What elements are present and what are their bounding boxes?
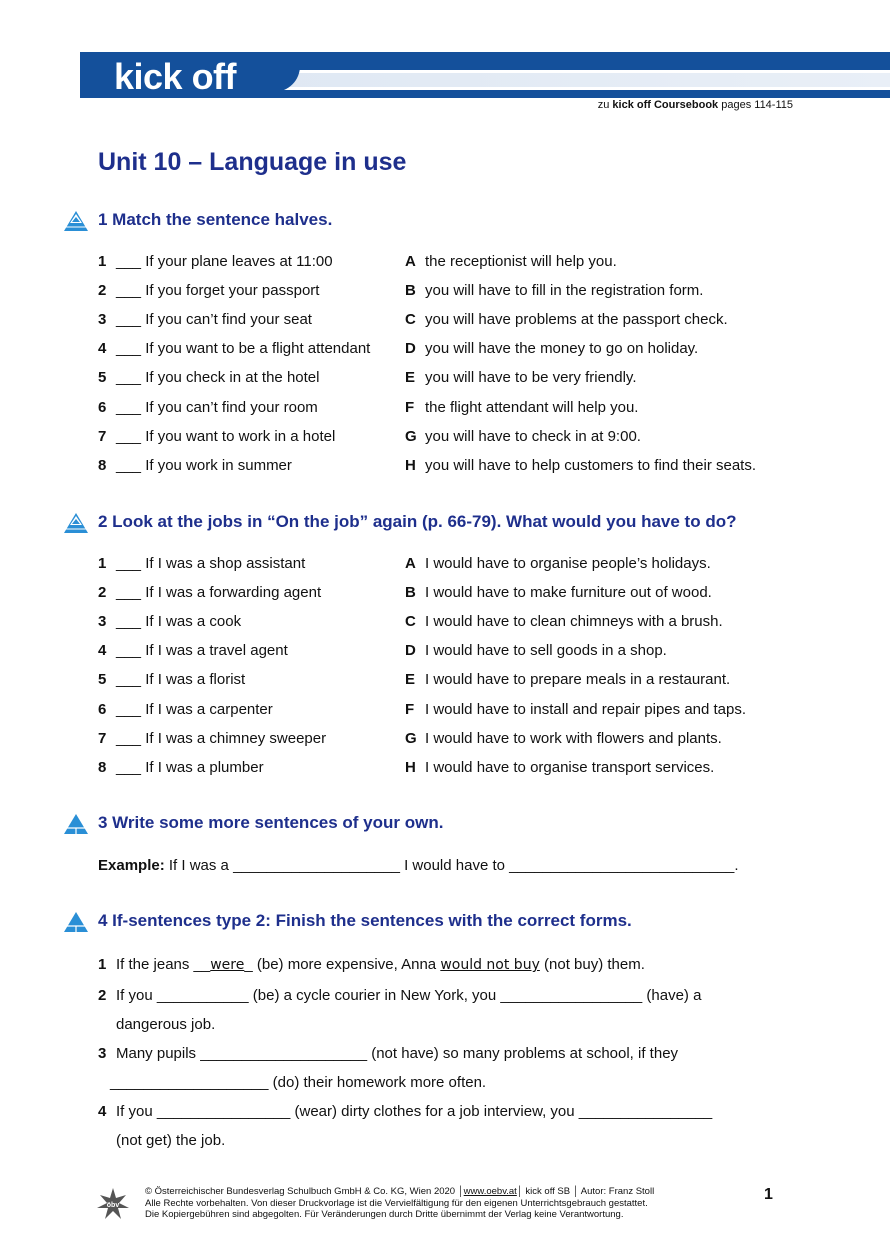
match-left-item xyxy=(98,613,241,630)
ref-prefix: zu xyxy=(597,99,610,111)
item-number: 6 xyxy=(98,398,107,416)
match-left-item xyxy=(98,759,264,776)
item-letter: G xyxy=(405,729,417,747)
match-left-item xyxy=(98,555,305,572)
item-letter: F xyxy=(405,700,415,718)
item-number: 1 xyxy=(98,555,107,572)
match-right-item xyxy=(405,642,667,659)
page-number: 1 xyxy=(764,1186,773,1203)
level-triangle-icon xyxy=(63,210,89,232)
item-number: 8 xyxy=(98,758,107,776)
item-text: you will have problems at the passport check. xyxy=(425,311,728,329)
item-text: the receptionist will help you. xyxy=(425,253,617,270)
footer-copyright-text: © Österreichischer Bundesverlag Schulbuch GmbH & Co. KG, Wien 2020 │ xyxy=(145,1186,464,1197)
banner-stripe xyxy=(255,73,890,87)
footer-line-3: Die Kopiergebühren sind abgegolten. Für Veränderungen durch Dritte übernimmt der Verlag keine Verantwortung. xyxy=(145,1209,624,1220)
item-number: 7 xyxy=(98,729,107,747)
item-text: ___ If I was a plumber xyxy=(116,758,264,776)
sentence-text: If the jeans __ xyxy=(116,956,211,973)
item-letter: C xyxy=(405,613,416,631)
item-text: ___ If I was a cook xyxy=(116,613,242,631)
match-left-item xyxy=(98,369,319,386)
task4-sentence-3-cont: ___________________ (do) their homework more often. xyxy=(110,1074,487,1091)
match-left-item xyxy=(98,701,273,718)
item-text: you will have to check in at 9:00. xyxy=(425,427,641,445)
item-text: I would have to work with flowers and plants. xyxy=(425,729,722,747)
item-number: 6 xyxy=(98,700,107,718)
item-letter: A xyxy=(405,555,416,572)
item-text: I would have to make furniture out of wood. xyxy=(425,584,712,602)
item-letter: B xyxy=(405,282,416,300)
item-number: 3 xyxy=(98,613,107,631)
handwritten-answer: would not buy xyxy=(440,957,540,973)
match-left-item xyxy=(98,253,333,270)
item-text: the flight attendant will help you. xyxy=(425,398,639,416)
match-right-item xyxy=(405,555,711,572)
item-letter: D xyxy=(405,340,416,358)
match-left-item xyxy=(98,399,318,416)
sentence-number: 2 xyxy=(98,987,107,1004)
item-text: I would have to organise people’s holidays. xyxy=(425,555,711,572)
item-number: 3 xyxy=(98,311,107,329)
item-letter: H xyxy=(405,456,416,474)
task4-sentence-4 xyxy=(98,1103,712,1120)
task4-sentence-1 xyxy=(98,956,645,973)
item-text: ___ If I was a chimney sweeper xyxy=(116,729,327,747)
sentence-text: Many pupils ____________________ (not have) so many problems at school, if they xyxy=(116,1045,679,1062)
task3-heading: 3 Write some more sentences of your own. xyxy=(98,813,444,832)
ref-pages: pages 114-115 xyxy=(721,99,793,111)
coursebook-reference xyxy=(598,99,793,111)
match-right-item xyxy=(405,730,722,747)
item-text: ___ If your plane leaves at 11:00 xyxy=(116,253,333,270)
oebv-link[interactable]: www.oebv.at xyxy=(463,1186,517,1197)
item-text: ___ If you check in at the hotel xyxy=(116,369,320,387)
item-text: ___ If you want to work in a hotel xyxy=(116,427,336,445)
footer-author-text: │ kick off SB │ Autor: Franz Stoll xyxy=(516,1186,655,1197)
level-triangle-icon xyxy=(63,813,89,835)
item-text: ___ If you forget your passport xyxy=(116,282,320,300)
sentence-number: 3 xyxy=(98,1045,107,1062)
match-left-item xyxy=(98,730,326,747)
match-right-item xyxy=(405,457,756,474)
item-text: ___ If you can’t find your seat xyxy=(116,311,312,329)
match-right-item xyxy=(405,399,638,416)
match-left-item xyxy=(98,584,321,601)
item-number: 8 xyxy=(98,456,107,474)
kick-off-logo: kick off xyxy=(114,56,237,97)
match-right-item xyxy=(405,671,730,688)
task4-sentence-2 xyxy=(98,987,701,1004)
item-text: ___ If you work in summer xyxy=(116,456,292,474)
match-right-item xyxy=(405,613,723,630)
obv-logo-text: öbv xyxy=(106,1202,120,1209)
match-right-item xyxy=(405,584,712,601)
match-left-item xyxy=(98,671,245,688)
task4-sentence-4-cont: (not get) the job. xyxy=(116,1132,226,1149)
sentence-text: If you ________________ (wear) dirty clothes for a job interview, you ________________ xyxy=(116,1103,713,1120)
item-text: I would have to sell goods in a shop. xyxy=(425,642,667,660)
level-triangle-icon xyxy=(63,911,89,933)
level-triangle-icon xyxy=(63,512,89,534)
item-text: I would have to install and repair pipes and taps. xyxy=(425,700,747,718)
task3-example xyxy=(98,857,739,874)
item-letter: F xyxy=(405,398,415,416)
item-text: ___ If I was a carpenter xyxy=(116,700,273,718)
match-left-item xyxy=(98,282,319,299)
task2-heading: 2 Look at the jobs in “On the job” again (p. 66-79). What would you have to do? xyxy=(98,512,737,531)
match-right-item xyxy=(405,759,714,776)
match-right-item xyxy=(405,701,746,718)
item-letter: B xyxy=(405,584,416,602)
match-left-item xyxy=(98,642,288,659)
task4-heading: 4 If-sentences type 2: Finish the sentences with the correct forms. xyxy=(98,911,632,930)
page-title: Unit 10 – Language in use xyxy=(98,148,407,176)
item-letter: H xyxy=(405,758,416,776)
match-left-item xyxy=(98,311,312,328)
ref-book: kick off Coursebook xyxy=(612,99,719,111)
item-number: 1 xyxy=(98,253,107,270)
task4-sentence-2-cont: dangerous job. xyxy=(116,1016,216,1033)
sentence-text: (not buy) them. xyxy=(539,956,645,973)
item-letter: E xyxy=(405,671,416,689)
footer-line-2: Alle Rechte vorbehalten. Von dieser Druckvorlage ist die Vervielfältigung für den eigenen Unterrichtsgebrauch gestattet. xyxy=(145,1197,648,1209)
item-number: 2 xyxy=(98,584,107,602)
item-text: ___ If I was a forwarding agent xyxy=(116,584,322,602)
match-left-item xyxy=(98,457,292,474)
item-letter: G xyxy=(405,427,417,445)
example-text: If I was a ____________________ I would have to ___________________________. xyxy=(168,857,739,874)
item-text: you will have to fill in the registration form. xyxy=(425,282,704,300)
item-letter: E xyxy=(405,369,416,387)
item-text: ___ If I was a travel agent xyxy=(116,642,288,660)
match-right-item xyxy=(405,340,698,357)
item-text: I would have to organise transport services. xyxy=(425,758,715,776)
item-letter: C xyxy=(405,311,416,329)
sentence-text: If you ___________ (be) a cycle courier in New York, you _________________ (have) a xyxy=(116,987,702,1004)
item-text: you will have to help customers to find their seats. xyxy=(425,456,756,474)
item-text: I would have to clean chimneys with a brush. xyxy=(425,613,723,631)
match-right-item xyxy=(405,282,703,299)
item-number: 2 xyxy=(98,282,107,300)
example-label: Example: xyxy=(98,857,165,874)
sentence-number: 1 xyxy=(98,956,107,973)
item-text: you will have the money to go on holiday. xyxy=(425,340,699,358)
item-text: I would have to prepare meals in a restaurant. xyxy=(425,671,731,689)
item-number: 4 xyxy=(98,642,107,660)
sentence-text: _ (be) more expensive, Anna xyxy=(244,956,441,973)
handwritten-answer: were xyxy=(210,957,245,973)
match-left-item xyxy=(98,340,370,357)
task4-sentence-3 xyxy=(98,1045,678,1062)
match-left-item xyxy=(98,428,335,445)
item-text: ___ If you can’t find your room xyxy=(116,398,318,416)
match-right-item xyxy=(405,428,641,445)
match-right-item xyxy=(405,311,728,328)
footer-copyright xyxy=(145,1186,654,1221)
item-letter: D xyxy=(405,642,416,660)
footer-line-1 xyxy=(145,1186,654,1198)
item-number: 5 xyxy=(98,671,107,689)
item-number: 5 xyxy=(98,369,107,387)
item-number: 7 xyxy=(98,427,107,445)
item-text: ___ If I was a florist xyxy=(116,671,246,689)
match-right-item xyxy=(405,369,637,386)
item-text: you will have to be very friendly. xyxy=(425,369,637,387)
item-letter: A xyxy=(405,253,416,270)
item-number: 4 xyxy=(98,340,107,358)
match-right-item xyxy=(405,253,617,270)
sentence-number: 4 xyxy=(98,1103,107,1120)
task1-heading: 1 Match the sentence halves. xyxy=(98,210,333,229)
item-text: ___ If I was a shop assistant xyxy=(116,555,306,572)
item-text: ___ If you want to be a flight attendant xyxy=(116,340,371,358)
obv-publisher-logo xyxy=(97,1188,129,1220)
